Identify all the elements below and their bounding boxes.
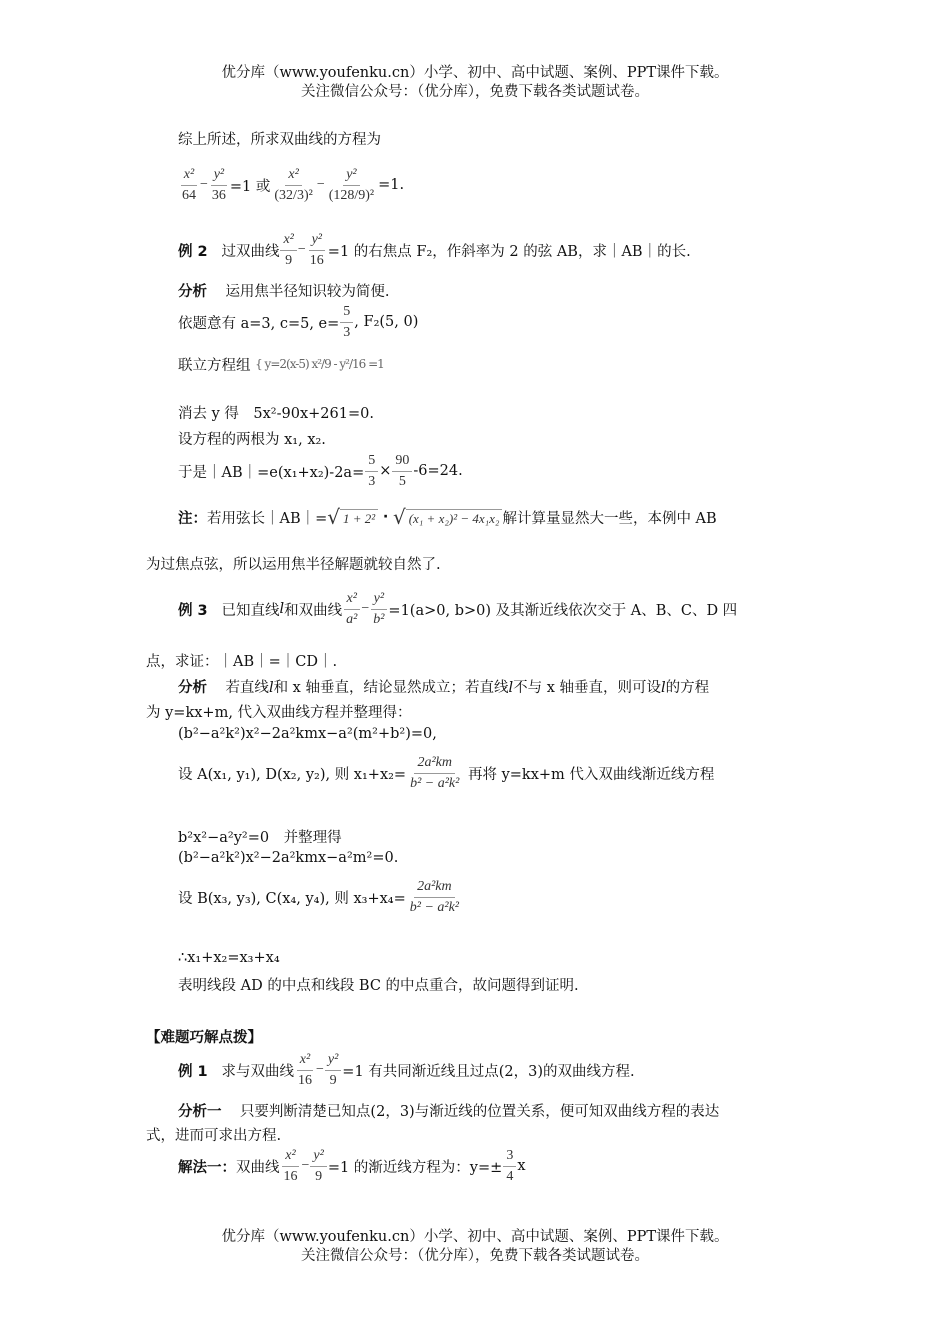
example3-set-ad: 设 A(x₁, y₁), D(x₂, y₂), 则 x₁+x₂= $\frac{\text{2a²km}}{\text{b² − a²k²}}$ 再将 y=kx+m 代入双曲线渐近线方程 bbox=[178, 750, 714, 796]
example3-statement: 例 3 已知直线 l 和双曲线 $\frac{\text{x²}}{\text{a²}}$ − $\frac{\text{y²}}{\text{b²}}$ =1(a>0, b>0) 及其渐近线依次交于 A、B、C、D 四 bbox=[178, 582, 737, 636]
hard-example1-analysis: 分析一 只要判断清楚已知点(2，3)与渐近线的位置关系，便可知双曲线方程的表达 bbox=[178, 1104, 720, 1120]
sqrt-discriminant: √ (x₁ + x₂)² − 4x₁x₂ bbox=[393, 507, 503, 527]
example3-analysis-line2: 为 y=kx+m, 代入双曲线方程并整理得： bbox=[146, 705, 412, 721]
frac-x2-64: $\frac{\text{x²}}{64}$ bbox=[182, 166, 196, 203]
example3-set-bc: 设 B(x₃, y₃), C(x₄, y₄), 则 x₃+x₄= $\frac{\text{2a²km}}{\text{b² − a²k²}}$ bbox=[178, 874, 463, 920]
example3-equation2: (b²−a²k²)x²−2a²kmx−a²m²=0. bbox=[178, 850, 399, 866]
frac-y2-9: $\frac{\text{y²}}{9}$ bbox=[325, 1050, 341, 1091]
frac-y2-36: $\frac{\text{y²}}{36}$ bbox=[211, 166, 226, 203]
example2-ab-result: 于是｜AB｜=e(x₁+x₂)-2a= $\frac{5}{3}$ × $\frac{90}{5}$ -6=24. bbox=[178, 448, 463, 494]
example3-analysis: 分析 若直线l和 x 轴垂直，结论显然成立；若直线l不与 x 轴垂直，则可设l的方程 bbox=[178, 680, 710, 696]
header-line-2: 关注微信公众号：（优分库），免费下载各类试题试卷。 bbox=[301, 84, 649, 100]
frac-y2-b2: $\frac{\text{y²}}{\text{b²}}$ bbox=[370, 589, 387, 630]
example2-label: 例 2 bbox=[178, 243, 208, 260]
hard-example1-analysis-line2: 式，进而可求出方程. bbox=[146, 1128, 282, 1144]
example2-system: 联立方程组 { y=2(x-5) x²/9 - y²/16 =1 bbox=[178, 357, 384, 374]
frac-y2-16: $\frac{\text{y²}}{16}$ bbox=[309, 231, 324, 268]
frac-y2-9-b: $\frac{\text{y²}}{9}$ bbox=[310, 1146, 326, 1187]
example2-values: 依题意有 a=3, c=5, e= $\frac{5}{3}$ , F₂(5, 0) bbox=[178, 300, 418, 344]
frac-5-3-b: $\frac{5}{3}$ bbox=[365, 451, 378, 492]
sqrt-1-plus-4: √ 1 + 2² bbox=[327, 507, 378, 527]
example3-line2: 点，求证：｜AB｜=｜CD｜. bbox=[146, 654, 338, 670]
example3-conclusion: ∴x₁+x₂=x₃+x₄ bbox=[178, 950, 280, 966]
example2-analysis: 分析 运用焦半径知识较为简便. bbox=[178, 284, 390, 300]
footer-line-1: 优分库（www.youfenku.cn）小学、初中、高中试题、案例、PPT课件下载。 bbox=[221, 1229, 729, 1245]
frac-3-4: $\frac{3}{4}$ bbox=[503, 1146, 516, 1187]
section-title: 【难题巧解点拨】 bbox=[146, 1030, 262, 1046]
example2-roots: 设方程的两根为 x₁, x₂. bbox=[178, 432, 326, 448]
example3-equation1: (b²−a²k²)x²−2a²kmx−a²(m²+b²)=0, bbox=[178, 726, 437, 742]
page-header bbox=[0, 64, 950, 102]
frac-x2-32-3: $\frac{\text{x²}}{\text{(32/3)²}}$ bbox=[274, 166, 313, 203]
frac-x2-16: $\frac{\text{x²}}{16}$ bbox=[297, 1051, 312, 1088]
summary-text: 综上所述，所求双曲线的方程为 bbox=[178, 132, 381, 148]
example3-final: 表明线段 AD 的中点和线段 BC 的中点重合，故问题得到证明. bbox=[178, 978, 579, 994]
page-footer bbox=[0, 1228, 950, 1266]
frac-x2-a2: $\frac{\text{x²}}{\text{a²}}$ bbox=[343, 589, 360, 630]
frac-2a2km-1: $\frac{\text{2a²km}}{\text{b² − a²k²}}$ bbox=[410, 754, 460, 791]
frac-x2-16-b: $\frac{\text{x²}}{16}$ bbox=[283, 1147, 298, 1184]
frac-2a2km-2: $\frac{\text{2a²km}}{\text{b² − a²k²}}$ bbox=[409, 878, 460, 915]
example2-note: 注： 若用弦长｜AB｜= √ 1 + 2² · √ (x₁ + x₂)² − 4x₁x₂ 解计算量显然大一些，本例中 AB bbox=[178, 505, 717, 529]
frac-y2-128-9: $\frac{\text{y²}}{\text{(128/9)²}}$ bbox=[328, 166, 375, 203]
summary-equations: $\frac{\text{x²}}{64}$ − $\frac{\text{y²}}{36}$ =1 或 $\frac{\text{x²}}{\text{(32/3)²}}$ − $\frac{\text{y²}}{\text{(128/9)²}}$ =1. bbox=[178, 152, 404, 218]
hard-example1-solution: 解法一： 双曲线 $\frac{\text{x²}}{16}$ − $\frac{\text{y²}}{9}$ =1 的渐近线方程为：y=± $\frac{3}{4}$ x bbox=[178, 1142, 526, 1190]
example2-eliminate: 消去 y 得 5x²-90x+261=0. bbox=[178, 406, 374, 422]
frac-5-3: $\frac{5}{3}$ bbox=[340, 302, 353, 343]
footer-line-2: 关注微信公众号：（优分库），免费下载各类试题试卷。 bbox=[301, 1248, 649, 1264]
hard-example1-statement: 例 1 求与双曲线 $\frac{\text{x²}}{16}$ − $\frac{\text{y²}}{9}$ =1 有共同渐近线且过点(2，3)的双曲线方程. bbox=[178, 1048, 635, 1092]
example2-statement: 例 2 过双曲线 $\frac{\text{x²}}{9}$ − $\frac{\text{y²}}{16}$ =1 的右焦点 F₂，作斜率为 2 的弦 AB，求｜AB｜的长. bbox=[178, 228, 691, 272]
example3-asymptote: b²x²−a²y²=0 并整理得 bbox=[178, 830, 342, 846]
equation-system-image: { y=2(x-5) x²/9 - y²/16 =1 bbox=[255, 357, 384, 371]
example2-note-line2: 为过焦点弦，所以运用焦半径解题就较自然了. bbox=[146, 557, 441, 573]
frac-x2-9: $\frac{\text{x²}}{9}$ bbox=[280, 230, 296, 271]
header-line-1: 优分库（www.youfenku.cn）小学、初中、高中试题、案例、PPT课件下载。 bbox=[221, 65, 729, 81]
frac-90-5: $\frac{90}{5}$ bbox=[392, 451, 412, 492]
